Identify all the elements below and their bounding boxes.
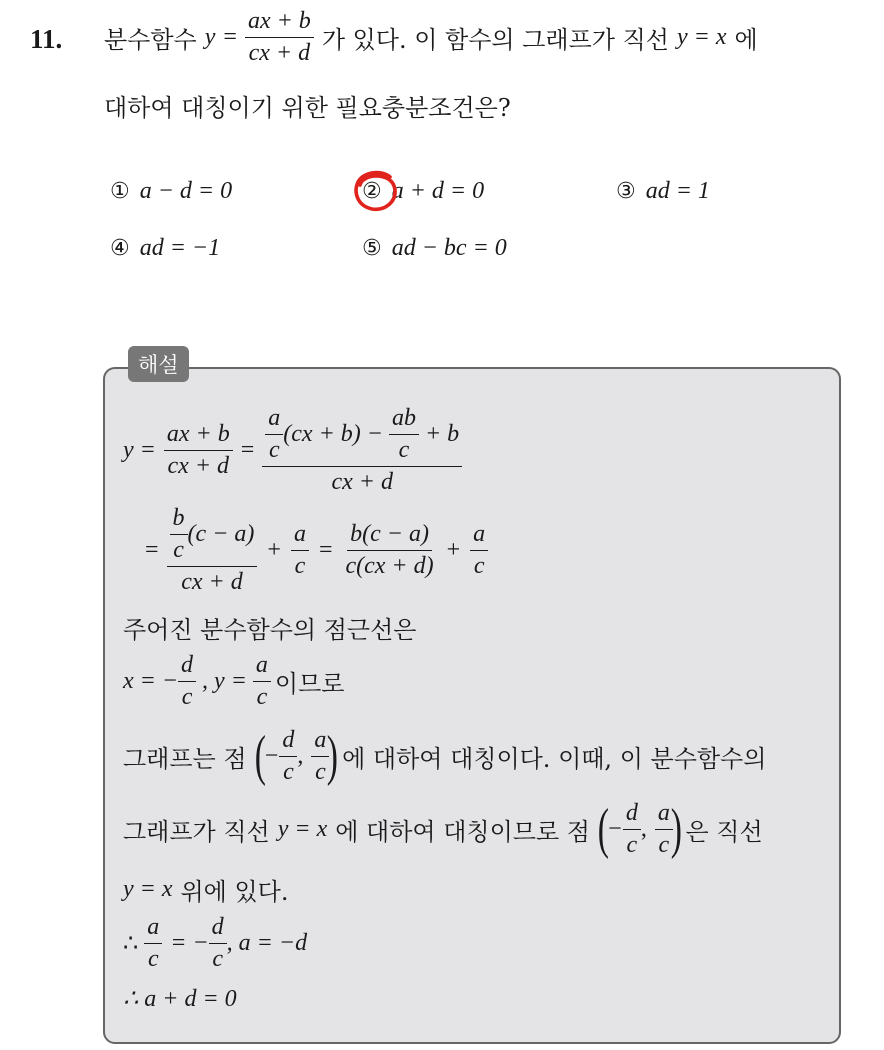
answer-circle-mark-icon: [352, 168, 400, 214]
f2-plus: +: [267, 536, 281, 563]
f2-big-den: cx + d: [181, 568, 243, 595]
l6-minus: −: [606, 815, 623, 842]
choice-2-number: ②: [362, 179, 382, 204]
l6-frac-dc: [623, 800, 641, 859]
f2-mid: (c − a): [187, 520, 255, 547]
question-line-2: 대하여 대칭이기 위한 필요충분조건은?: [104, 94, 511, 122]
f2-big-num: [167, 505, 258, 567]
l6-expr: y = x: [277, 815, 328, 842]
l4-a: a: [253, 652, 271, 682]
solution-line-2: [145, 505, 488, 596]
f2-a2: a: [470, 521, 488, 551]
solution-line-8: [123, 914, 307, 973]
question-numerator: ax + b: [245, 8, 314, 38]
choice-5-expr: ad − bc = 0: [391, 235, 507, 261]
f2-den2: c(cx + d): [345, 552, 434, 579]
question-text-c: 에: [734, 25, 758, 54]
choice-4[interactable]: [110, 233, 220, 262]
l5-c: c: [283, 758, 294, 785]
f2-sc: c: [173, 536, 184, 563]
question-denominator: cx + d: [248, 39, 311, 66]
f1-frac: [164, 421, 233, 480]
f1-big-den: cx + d: [331, 468, 393, 495]
l8-a: a: [144, 914, 162, 944]
l6-c2: c: [658, 831, 670, 858]
l5-frac-dc: [279, 727, 297, 786]
l4-x: x = −: [123, 667, 179, 694]
f1-big-frac: [262, 405, 462, 496]
f2-small-frac: [170, 505, 188, 564]
l4-c: c: [181, 683, 193, 710]
l8-c2: c: [212, 945, 223, 972]
choice-3-number: ③: [616, 179, 636, 204]
f2-eq: =: [145, 536, 159, 563]
f2-eq2: =: [318, 536, 333, 563]
l5-a: a: [311, 727, 329, 757]
l5-rparen: ): [327, 725, 339, 788]
l7-expr: y = x: [123, 876, 173, 902]
solution-line-1: [123, 405, 462, 496]
l6-text-b: 에 대하여 대칭이므로 점: [335, 817, 590, 846]
question-eq: =: [223, 23, 237, 50]
choice-4-number: ④: [110, 236, 130, 261]
f2-c: c: [294, 552, 306, 579]
l6-comma: ,: [640, 815, 647, 842]
l8-c: c: [147, 945, 159, 972]
l4-y: , y =: [202, 667, 247, 694]
solution-line-4: [123, 652, 344, 711]
choice-3[interactable]: [616, 176, 710, 205]
l6-d: d: [623, 800, 641, 830]
f1-sc2: c: [398, 436, 410, 463]
l5-d: d: [279, 727, 297, 757]
f1-sab: ab: [389, 405, 419, 435]
l5-lparen: (: [254, 725, 266, 788]
l5-text-b: 에 대하여 대칭이다. 이때, 이 분수함수의: [342, 744, 767, 773]
f1-small-frac-ab: [389, 405, 419, 464]
choice-1-number: ①: [110, 179, 130, 204]
l4-c2: c: [256, 683, 268, 710]
f1-sa: a: [265, 405, 283, 435]
f1-num: ax + b: [164, 421, 233, 451]
l5-c2: c: [315, 758, 326, 785]
question-y: y: [204, 23, 216, 50]
f2-c2: c: [473, 552, 485, 579]
f2-frac-ac: [291, 521, 309, 580]
choice-3-expr: ad = 1: [645, 178, 710, 204]
l4-frac-ac: [253, 652, 271, 711]
f2-plus2: +: [446, 536, 461, 563]
f1-big-num: [262, 405, 462, 467]
question-fraction: [245, 8, 314, 67]
solution-line-3: 주어진 분수함수의 점근선은: [123, 616, 417, 644]
l8-d: d: [209, 914, 227, 944]
f2-num2: b(c − a): [347, 521, 432, 551]
l5-minus: −: [263, 742, 280, 769]
solution-line-9: ∴ a + d = 0: [123, 986, 237, 1012]
l8-eq: = −: [170, 929, 209, 956]
solution-line-6: [123, 800, 763, 859]
l6-c: c: [626, 831, 638, 858]
l4-frac-dc: [178, 652, 196, 711]
f1-eq: =: [240, 436, 255, 463]
l7-text: 위에 있다.: [180, 878, 289, 906]
l6-text-a: 그래프가 직선: [123, 817, 270, 846]
f1-sc: c: [268, 436, 280, 463]
solution-line-7: [123, 872, 289, 907]
f1-small-frac-a: [265, 405, 283, 464]
f1-mid: (cx + b) −: [283, 420, 383, 447]
f2-big-frac: [167, 505, 258, 596]
l5-text-a: 그래프는 점: [123, 744, 247, 773]
l8-frac-dc: [209, 914, 227, 973]
l4-text: 이므로: [274, 669, 345, 698]
question-line-expr: y = x: [676, 23, 727, 50]
l6-a: a: [655, 800, 673, 830]
f2-a: a: [291, 521, 309, 551]
question-text-b: 가 있다. 이 함수의 그래프가 직선: [321, 25, 669, 54]
choice-2-expr: a + d = 0: [391, 178, 485, 204]
choice-5[interactable]: [362, 233, 507, 262]
choice-1[interactable]: [110, 176, 232, 205]
l8-end: , a = −d: [226, 929, 308, 956]
l8-therefore: ∴: [123, 930, 139, 957]
choice-5-number: ⑤: [362, 236, 382, 261]
l6-lparen: (: [597, 798, 609, 861]
question-number: 11.: [30, 24, 63, 54]
f1-end: + b: [424, 420, 460, 447]
question-line-1: [104, 8, 758, 67]
l6-rparen: ): [670, 798, 682, 861]
f2-sb: b: [170, 505, 188, 535]
f1-lhs: y =: [123, 436, 156, 463]
f1-den: cx + d: [167, 452, 230, 479]
l5-comma: ,: [297, 742, 304, 769]
f2-frac2: [342, 521, 436, 580]
l8-frac-ac: [144, 914, 162, 973]
question-text-a: 분수함수: [104, 25, 197, 54]
choice-4-expr: ad = −1: [139, 235, 221, 261]
l4-d: d: [178, 652, 196, 682]
solution-tag: 해설: [128, 346, 189, 382]
f2-frac-ac2: [470, 521, 488, 580]
choice-1-expr: a − d = 0: [139, 178, 233, 204]
l6-text-c: 은 직선: [685, 817, 763, 846]
solution-line-5: [123, 727, 766, 786]
